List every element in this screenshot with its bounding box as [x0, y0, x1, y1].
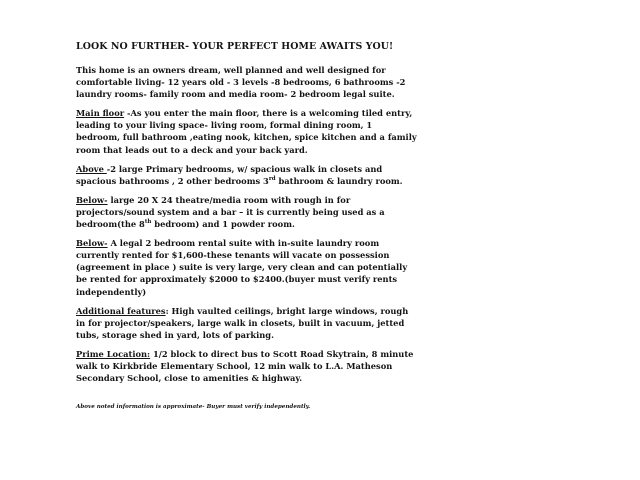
text-line: bedroom, full bathroom ,eating nook, kitchen, spice kitchen and a family: [76, 132, 417, 143]
listing-document: [76, 40, 572, 410]
below-media-paragraph: [76, 194, 572, 230]
text-line: be rented for approximately $2000 to $2400.(buyer must verify rents: [76, 274, 398, 285]
text-run: spacious bathrooms , 2 other bedrooms 3: [76, 175, 269, 186]
prime-location-heading: Prime Location:: [76, 348, 151, 359]
text-line: [76, 305, 572, 317]
text-run: bedroom) and 1 powder room.: [151, 219, 295, 230]
text-line: This home is an owners dream, well planned and well designed for: [76, 65, 386, 75]
above-paragraph: [76, 163, 572, 187]
text-line: room that leads out to a deck and your back yard.: [76, 144, 308, 155]
text-line: (agreement in place ) suite is very large, very clean and can potentially: [76, 262, 408, 273]
above-heading: Above: [76, 163, 107, 174]
text-line: independently): [76, 286, 147, 297]
prime-location-paragraph: [76, 348, 572, 384]
below-heading: Below-: [76, 238, 108, 249]
text-line: projectors/sound system and a bar – it is currently being used as a: [76, 206, 385, 217]
text-run: -2 large Primary bedrooms, w/ spacious walk in closets and: [106, 163, 383, 174]
text-line: [76, 194, 572, 206]
ordinal-suffix: rd: [268, 175, 276, 182]
text-line: [76, 163, 572, 175]
main-floor-paragraph: [76, 107, 572, 155]
text-line: [76, 175, 572, 187]
text-run: 1/2 block to direct bus to Scott Road Skytrain, 8 minute: [150, 348, 414, 359]
text-run: large 20 X 24 theatre/media room with rough in for: [107, 194, 351, 205]
ordinal-suffix: th: [144, 219, 152, 226]
text-run: A legal 2 bedroom rental suite with in-suite laundry room: [107, 238, 380, 249]
below-suite-paragraph: [76, 237, 572, 297]
text-line: [76, 237, 572, 249]
additional-features-paragraph: [76, 305, 572, 341]
text-line: [76, 218, 572, 230]
text-line: Secondary School, close to amenities & highway.: [76, 373, 303, 384]
text-line: [76, 107, 572, 119]
text-line: leading to your living space- living room, formal dining room, 1: [76, 120, 373, 131]
intro-paragraph: [76, 64, 572, 100]
text-run: -As you enter the main floor, there is a welcoming tiled entry,: [124, 108, 413, 119]
text-line: [76, 348, 572, 360]
below-heading: Below-: [76, 194, 108, 205]
main-floor-heading: Main floor: [76, 108, 125, 119]
text-run: bedroom(the 8: [76, 219, 145, 230]
additional-features-heading: Additional features: [76, 305, 166, 316]
text-run: bathroom & laundry room.: [275, 175, 403, 186]
document-title: LOOK NO FURTHER- YOUR PERFECT HOME AWAITS YOU!: [76, 41, 394, 52]
text-line: walk to Kirkbride Elementary School, 12 min walk to L.A. Matheson: [76, 360, 393, 371]
text-line: comfortable living- 12 years old - 3 levels -8 bedrooms, 6 bathrooms -2: [76, 77, 406, 88]
text-run: : High vaulted ceilings, bright large windows, rough: [165, 305, 409, 316]
text-line: tubs, storage shed in yard, lots of parking.: [76, 329, 274, 340]
text-line: in for projector/speakers, large walk in closets, built in vacuum, jetted: [76, 317, 405, 328]
text-line: currently rented for $1,600-these tenants will vacate on possession: [76, 250, 390, 261]
disclaimer-note: Above noted information is approximate- Buyer must verify independently.: [76, 404, 311, 411]
text-line: laundry rooms- family room and media room- 2 bedroom legal suite.: [76, 89, 395, 100]
